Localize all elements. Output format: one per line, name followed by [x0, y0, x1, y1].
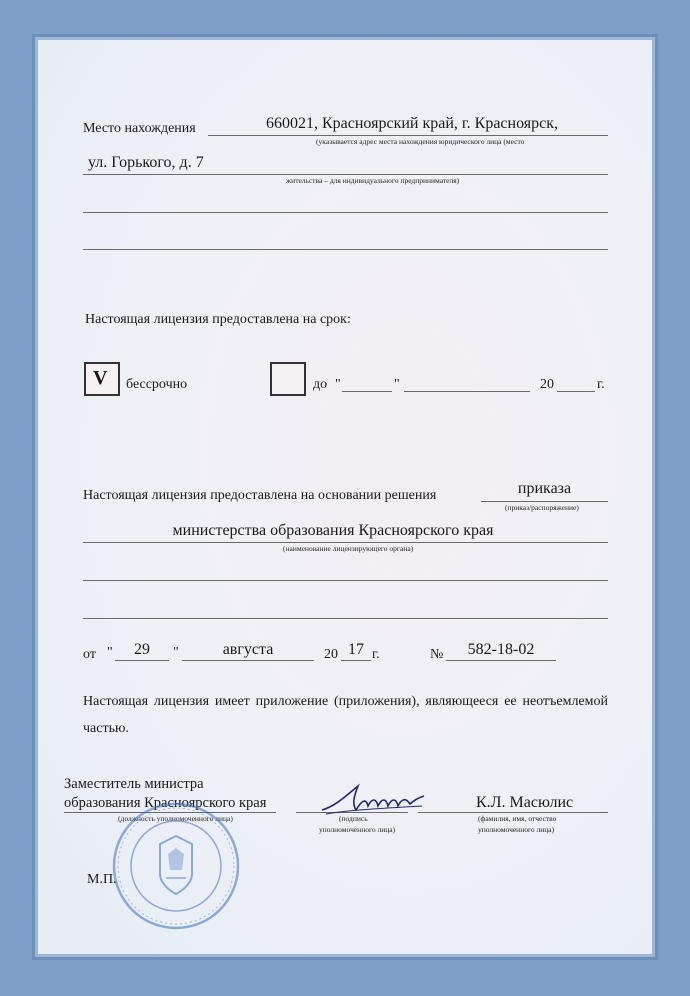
order-from-label: от [83, 647, 96, 662]
indefinite-checkbox[interactable] [84, 362, 120, 396]
order-year-prefix: 20 [324, 647, 338, 662]
location-hint-2: жительства – для индивидуального предпринимателя) [286, 176, 460, 185]
order-day: 29 [134, 641, 150, 658]
basis-text: Настоящая лицензия предоставлена на основании решения [83, 488, 437, 503]
position-line-1: Заместитель министра [64, 776, 204, 792]
official-seal-stamp [110, 800, 242, 932]
authority-value: министерства образования Красноярского края [172, 522, 494, 539]
signature-hint-1: (подпись [339, 814, 368, 823]
order-number-line [446, 660, 556, 661]
seal-label: М.П. [87, 872, 117, 887]
name-hint-1: (фамилия, имя, отчество [478, 814, 557, 823]
order-month-line [182, 660, 314, 661]
order-year: 17 [348, 641, 364, 658]
location-value-1: 660021, Красноярский край, г. Красноярск, [265, 115, 559, 132]
decision-type-line [481, 501, 608, 502]
until-date-checkbox[interactable] [270, 362, 306, 396]
signature-hint-2: уполномоченного лица) [319, 825, 396, 834]
until-month-line [404, 391, 530, 392]
position-hint: (должность уполномоченного лица) [118, 814, 233, 823]
authority-hint: (наименование лицензирующего органа) [283, 544, 414, 553]
until-year-line [557, 391, 595, 392]
until-year-prefix: 20 [540, 377, 554, 392]
term-heading: Настоящая лицензия предоставлена на срок: [85, 312, 351, 327]
order-number-label: № [430, 647, 444, 662]
until-close-quote: " [394, 377, 400, 392]
order-number: 582-18-02 [467, 641, 535, 658]
appendix-text: Настоящая лицензия имеет приложение (приложения), являющееся ее неотъемлемой частью. [83, 694, 608, 736]
order-open-quote: " [107, 645, 113, 660]
order-close-quote: " [173, 645, 179, 660]
authority-line [83, 542, 608, 543]
handwritten-signature [318, 780, 428, 822]
blank-line-4 [83, 618, 608, 619]
checkbox-mark: V [93, 367, 108, 389]
location-value-2: ул. Горького, д. 7 [88, 154, 204, 171]
blank-line-3 [83, 580, 608, 581]
signatory-name: К.Л. Масюлис [476, 794, 574, 811]
location-hint-1: (указывается адрес места нахождения юридического лица (место [316, 137, 525, 146]
until-label: до [313, 377, 328, 392]
indefinite-label: бессрочно [126, 377, 188, 392]
order-year-line [341, 660, 371, 661]
name-hint-2: уполномоченного лица) [478, 825, 555, 834]
decision-type-hint: (приказ/распоряжение) [505, 503, 579, 512]
location-line-1 [208, 135, 608, 136]
position-line-2: образования Красноярского края [64, 795, 267, 811]
until-day-line [342, 391, 392, 392]
order-day-line [115, 660, 169, 661]
location-label: Место нахождения [83, 121, 196, 136]
decision-type-value: приказа [517, 480, 572, 497]
blank-line-1 [83, 212, 608, 213]
blank-line-2 [83, 249, 608, 250]
until-year-suffix: г. [597, 377, 605, 392]
order-month: августа [222, 641, 274, 658]
name-line [418, 812, 608, 813]
location-line-2 [83, 174, 608, 175]
order-year-suffix: г. [372, 647, 380, 662]
until-open-quote: " [335, 377, 341, 392]
